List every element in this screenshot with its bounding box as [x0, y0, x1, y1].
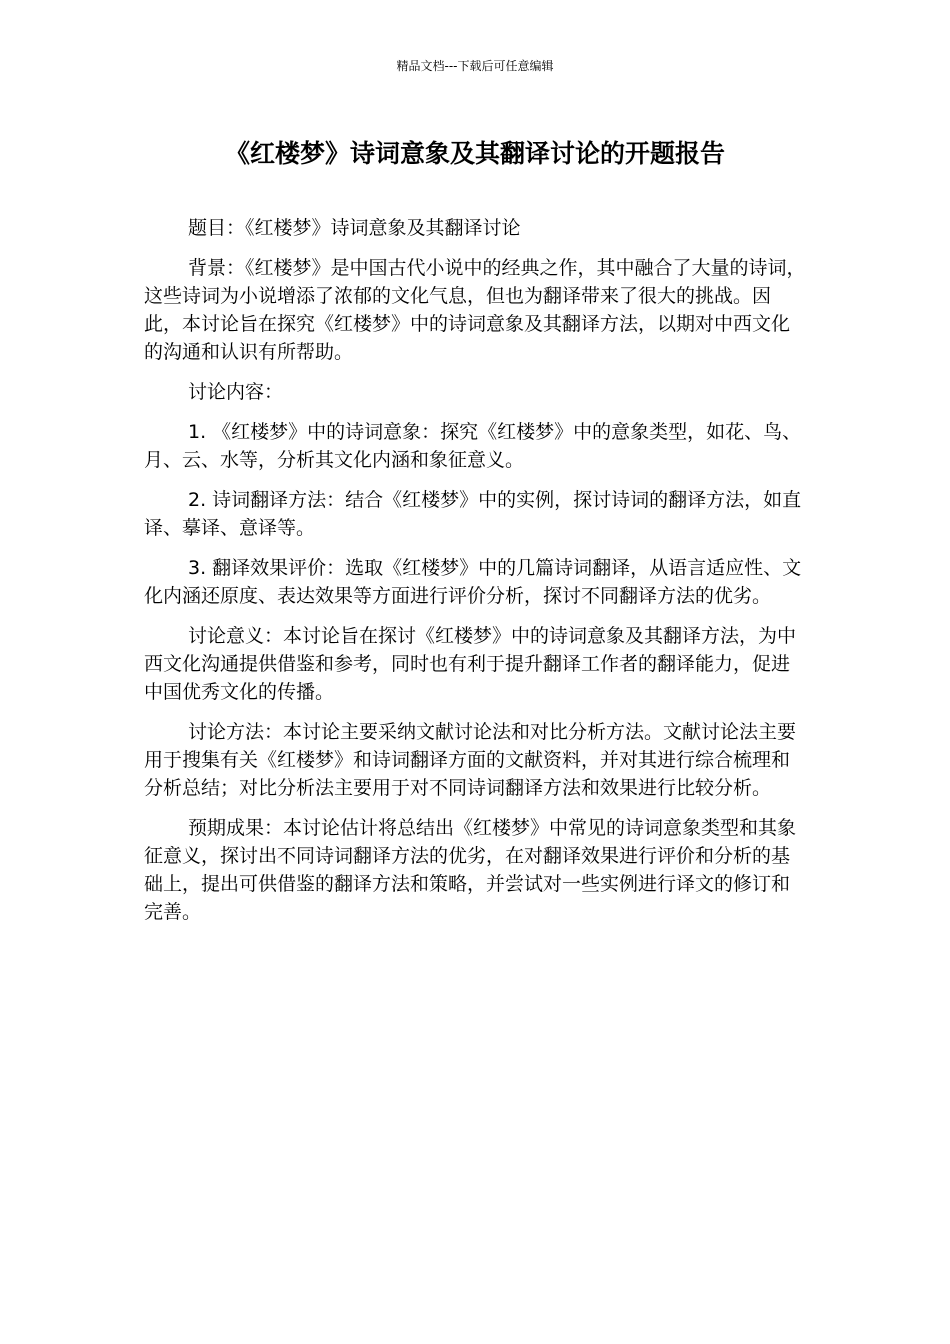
paragraph-item-2: 2. 诗词翻译方法：结合《红楼梦》中的实例，探讨诗词的翻译方法，如直译、摹译、意译等。 [144, 489, 802, 539]
paragraph-background: 背景：《红楼梦》是中国古代小说中的经典之作，其中融合了大量的诗词，这些诗词为小说增添了浓郁的文化气息，但也为翻译带来了很大的挑战。因此，本讨论旨在探究《红楼梦》中的诗词意象及其翻译方法，以期对中西文化的沟通和认识有所帮助。 [144, 257, 806, 363]
paragraph-methods: 讨论方法：本讨论主要采纳文献讨论法和对比分析方法。文献讨论法主要用于搜集有关《红楼梦》和诗词翻译方面的文献资料，并对其进行综合梳理和分析总结；对比分析法主要用于对不同诗词翻译方法和效果进行比较分析。 [144, 721, 797, 799]
document-title: 《红楼梦》诗词意象及其翻译讨论的开题报告 [224, 139, 725, 168]
paragraph-expected-results: 预期成果：本讨论估计将总结出《红楼梦》中常见的诗词意象类型和其象征意义，探讨出不同诗词翻译方法的优劣，在对翻译效果进行评价和分析的基础上，提出可供借鉴的翻译方法和策略，并尝试对一些实例进行译文的修订和完善。 [144, 817, 797, 923]
paragraph-content-heading: 讨论内容： [188, 381, 284, 403]
paragraph-item-1: 1. 《红楼梦》中的诗词意象：探究《红楼梦》中的意象类型，如花、鸟、月、云、水等，分析其文化内涵和象征意义。 [144, 421, 802, 471]
paragraph-topic: 题目：《红楼梦》诗词意象及其翻译讨论 [188, 217, 521, 239]
paragraph-significance: 讨论意义：本讨论旨在探讨《红楼梦》中的诗词意象及其翻译方法，为中西文化沟通提供借鉴和参考，同时也有利于提升翻译工作者的翻译能力，促进中国优秀文化的传播。 [144, 625, 797, 703]
paragraph-item-3: 3. 翻译效果评价：选取《红楼梦》中的几篇诗词翻译，从语言适应性、文化内涵还原度、表达效果等方面进行评价分析，探讨不同翻译方法的优劣。 [144, 557, 802, 607]
document-body [144, 214, 808, 938]
header-note: 精品文档---下载后可任意编辑 [396, 59, 554, 73]
